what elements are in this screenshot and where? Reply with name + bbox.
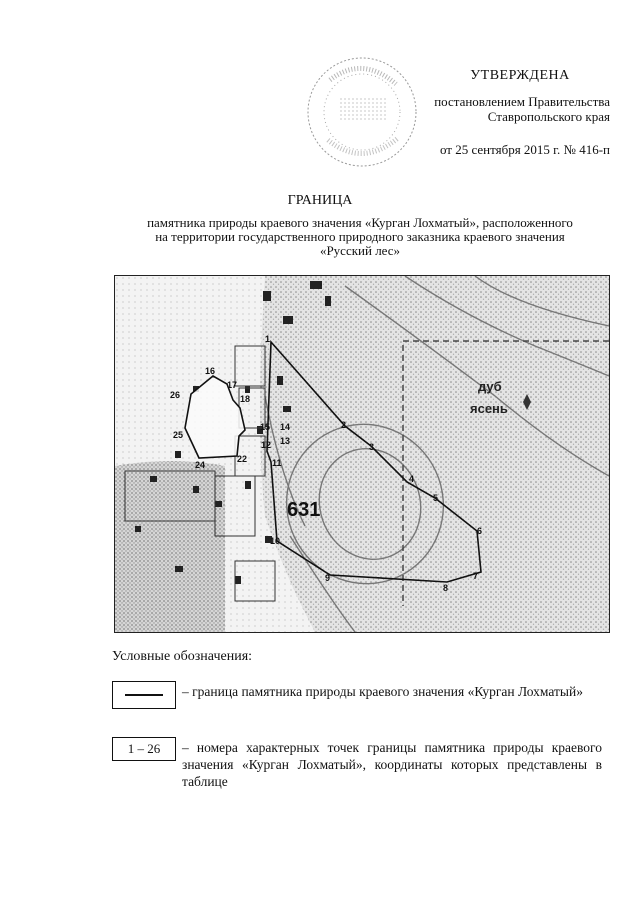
subtitle-line-1: памятника природы краевого значения «Курган Лохматый», расположенного (147, 215, 573, 230)
point-label-26: 26 (170, 390, 181, 400)
point-label-5: 5 (433, 493, 439, 503)
point-label-13: 13 (280, 436, 291, 446)
legend-item-points: – номера характерных точек границы памятника природы краевого значения «Курган Лохматый», координаты которых представлены в таблице (182, 740, 602, 789)
subtitle-line-2: на территории государственного природного заказника краевого значения (155, 229, 565, 244)
point-label-9: 9 (325, 573, 331, 583)
elevation-label: 631 (287, 499, 321, 521)
forest-area (260, 276, 609, 632)
point-label-3: 3 (369, 442, 375, 452)
legend-line-symbol (125, 694, 163, 696)
point-label-2: 2 (341, 420, 347, 430)
point-label-18: 18 (240, 394, 251, 404)
point-label-24: 24 (195, 460, 206, 470)
tree-label-ash: ясень (470, 401, 508, 416)
point-label-6: 6 (477, 526, 483, 536)
point-label-22: 22 (237, 454, 248, 464)
point-label-11: 11 (272, 458, 282, 468)
point-label-4: 4 (409, 474, 415, 484)
legend-heading: Условные обозначения: (112, 649, 253, 664)
point-label-15: 15 (260, 422, 271, 432)
point-label-14: 14 (280, 422, 291, 432)
point-label-1: 1 (265, 334, 271, 344)
approval-body (380, 94, 610, 124)
tree-label-oak: дуб (478, 379, 502, 394)
point-label-10: 10 (270, 536, 281, 546)
approval-title: УТВЕРЖДЕНА (470, 68, 570, 83)
approval-line-2: Ставропольского края (487, 109, 610, 124)
point-label-25: 25 (173, 430, 184, 440)
point-label-16: 16 (205, 366, 216, 376)
legend-points-sample: 1 – 26 (112, 737, 176, 761)
settlement-area (115, 461, 225, 632)
approval-date: от 25 сентября 2015 г. № 416-п (439, 142, 610, 157)
subtitle-line-3: «Русский лес» (319, 243, 401, 258)
point-label-7: 7 (473, 571, 479, 581)
document-subtitle (110, 216, 610, 258)
point-label-8: 8 (443, 583, 449, 593)
boundary-map (114, 275, 610, 633)
point-label-12: 12 (261, 440, 272, 450)
approval-line-1: постановлением Правительства (434, 94, 610, 109)
document-title: ГРАНИЦА (287, 193, 353, 208)
point-label-17: 17 (227, 380, 238, 390)
legend-item-boundary: – граница памятника природы краевого значения «Курган Лохматый» (182, 684, 583, 699)
legend-line-sample (112, 681, 176, 709)
